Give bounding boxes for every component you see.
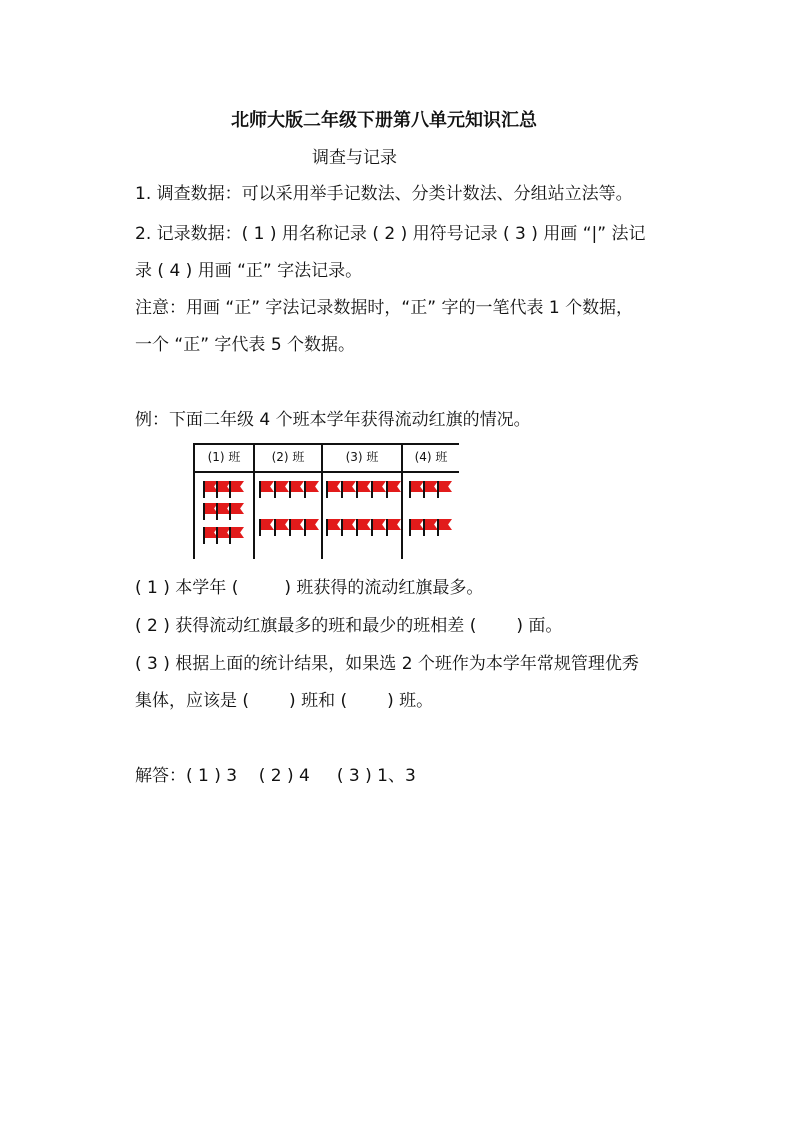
red-flag-icon bbox=[259, 481, 275, 498]
flag-pole bbox=[203, 503, 205, 520]
note-line-1: 注意：用画 “正” 字法记录数据时，“正” 字的一笔代表 1 个数据， bbox=[135, 298, 634, 318]
flag-cloth bbox=[373, 519, 386, 530]
flag-pole bbox=[356, 481, 358, 498]
red-flag-icon bbox=[341, 519, 357, 536]
flag-pole bbox=[409, 519, 411, 536]
flag-cloth bbox=[343, 519, 356, 530]
point-2-line-1: 2. 记录数据：( 1 ) 用名称记录 ( 2 ) 用符号记录 ( 3 ) 用画 “|” 法记 bbox=[135, 224, 646, 244]
red-flag-icon bbox=[229, 481, 245, 498]
question-2 bbox=[135, 615, 562, 637]
flag-pole bbox=[216, 527, 218, 544]
flag-pole bbox=[423, 519, 425, 536]
red-flag-icon bbox=[341, 481, 357, 498]
flag-cloth bbox=[276, 481, 289, 492]
flag-cloth bbox=[291, 481, 304, 492]
flag-pole bbox=[229, 503, 231, 520]
flag-cloth bbox=[231, 503, 244, 514]
flag-cloth bbox=[291, 519, 304, 530]
question-3-text-c: ) 班。 bbox=[387, 691, 434, 711]
red-flag-icon bbox=[289, 481, 305, 498]
red-flag-icon bbox=[437, 481, 453, 498]
flag-pole bbox=[437, 519, 439, 536]
flag-pole bbox=[423, 481, 425, 498]
flag-pole bbox=[409, 481, 411, 498]
table-header-class-1: (1) 班 bbox=[207, 450, 241, 464]
flag-pole bbox=[371, 481, 373, 498]
flag-pole bbox=[274, 481, 276, 498]
red-flag-icon bbox=[274, 481, 290, 498]
flag-pole bbox=[304, 481, 306, 498]
flag-cloth bbox=[261, 481, 274, 492]
red-flag-icon bbox=[326, 519, 342, 536]
question-3-line-2 bbox=[135, 690, 433, 712]
section-subtitle: 调查与记录 bbox=[312, 148, 397, 168]
point-2-line-2: 录 ( 4 ) 用画 “正” 字法记录。 bbox=[135, 261, 363, 281]
question-1-text-a: ( 1 ) 本学年 ( bbox=[135, 578, 239, 598]
red-flag-icon bbox=[437, 519, 453, 536]
flag-area bbox=[193, 443, 459, 559]
question-1 bbox=[135, 577, 483, 599]
flag-pole bbox=[386, 519, 388, 536]
flag-pole bbox=[203, 527, 205, 544]
red-flag-icon bbox=[304, 481, 320, 498]
flag-cloth bbox=[373, 481, 386, 492]
question-2-text-a: ( 2 ) 获得流动红旗最多的班和最少的班相差 ( bbox=[135, 616, 477, 636]
flag-pole bbox=[341, 519, 343, 536]
question-2-text-b: ) 面。 bbox=[516, 616, 563, 636]
example-intro: 例：下面二年级 4 个班本学年获得流动红旗的情况。 bbox=[135, 410, 531, 430]
red-flag-icon bbox=[371, 519, 387, 536]
table-header-class-4: (4) 班 bbox=[414, 450, 448, 464]
point-1: 1. 调查数据：可以采用举手记数法、分类计数法、分组站立法等。 bbox=[135, 184, 633, 204]
flag-cloth bbox=[358, 519, 371, 530]
flag-cloth bbox=[388, 519, 401, 530]
red-flag-icon bbox=[371, 481, 387, 498]
flag-cloth bbox=[328, 519, 341, 530]
question-3-line-1: ( 3 ) 根据上面的统计结果，如果选 2 个班作为本学年常规管理优秀 bbox=[135, 654, 639, 674]
page-title: 北师大版二年级下册第八单元知识汇总 bbox=[231, 110, 537, 131]
red-flag-icon bbox=[386, 481, 402, 498]
flag-pole bbox=[341, 481, 343, 498]
flag-pole bbox=[304, 519, 306, 536]
red-flag-icon bbox=[356, 481, 372, 498]
flag-cloth bbox=[388, 481, 401, 492]
flag-pole bbox=[259, 519, 261, 536]
flag-pole bbox=[289, 481, 291, 498]
answer-line: 解答：( 1 ) 3 ( 2 ) 4 ( 3 ) 1、3 bbox=[135, 766, 416, 786]
flag-cloth bbox=[306, 481, 319, 492]
flag-pole bbox=[229, 527, 231, 544]
flag-pole bbox=[326, 481, 328, 498]
flag-cloth bbox=[231, 481, 244, 492]
red-flag-icon bbox=[229, 527, 245, 544]
question-3-text-a: 集体，应该是 ( bbox=[135, 691, 250, 711]
flag-pole bbox=[203, 481, 205, 498]
flag-pole bbox=[216, 503, 218, 520]
question-3-text-b: ) 班和 ( bbox=[289, 691, 348, 711]
flag-cloth bbox=[231, 527, 244, 538]
flag-pole bbox=[371, 519, 373, 536]
red-flag-icon bbox=[304, 519, 320, 536]
red-flag-icon bbox=[326, 481, 342, 498]
red-flag-icon bbox=[259, 519, 275, 536]
flag-pole bbox=[356, 519, 358, 536]
flag-pole bbox=[274, 519, 276, 536]
flag-cloth bbox=[343, 481, 356, 492]
table-header-class-3: (3) 班 bbox=[345, 450, 379, 464]
flag-pole bbox=[289, 519, 291, 536]
question-1-text-b: ) 班获得的流动红旗最多。 bbox=[284, 578, 484, 598]
flag-cloth bbox=[328, 481, 341, 492]
flag-cloth bbox=[439, 519, 452, 530]
flag-pole bbox=[259, 481, 261, 498]
red-flag-icon bbox=[274, 519, 290, 536]
flag-cloth bbox=[276, 519, 289, 530]
flag-table bbox=[193, 443, 459, 559]
note-line-2: 一个 “正” 字代表 5 个数据。 bbox=[135, 335, 356, 355]
red-flag-icon bbox=[356, 519, 372, 536]
red-flag-icon bbox=[386, 519, 402, 536]
red-flag-icon bbox=[229, 503, 245, 520]
flag-cloth bbox=[261, 519, 274, 530]
flag-pole bbox=[386, 481, 388, 498]
red-flag-icon bbox=[289, 519, 305, 536]
flag-pole bbox=[326, 519, 328, 536]
flag-cloth bbox=[439, 481, 452, 492]
flag-pole bbox=[229, 481, 231, 498]
flag-cloth bbox=[306, 519, 319, 530]
flag-cloth bbox=[358, 481, 371, 492]
flag-pole bbox=[437, 481, 439, 498]
table-header-class-2: (2) 班 bbox=[271, 450, 305, 464]
flag-pole bbox=[216, 481, 218, 498]
